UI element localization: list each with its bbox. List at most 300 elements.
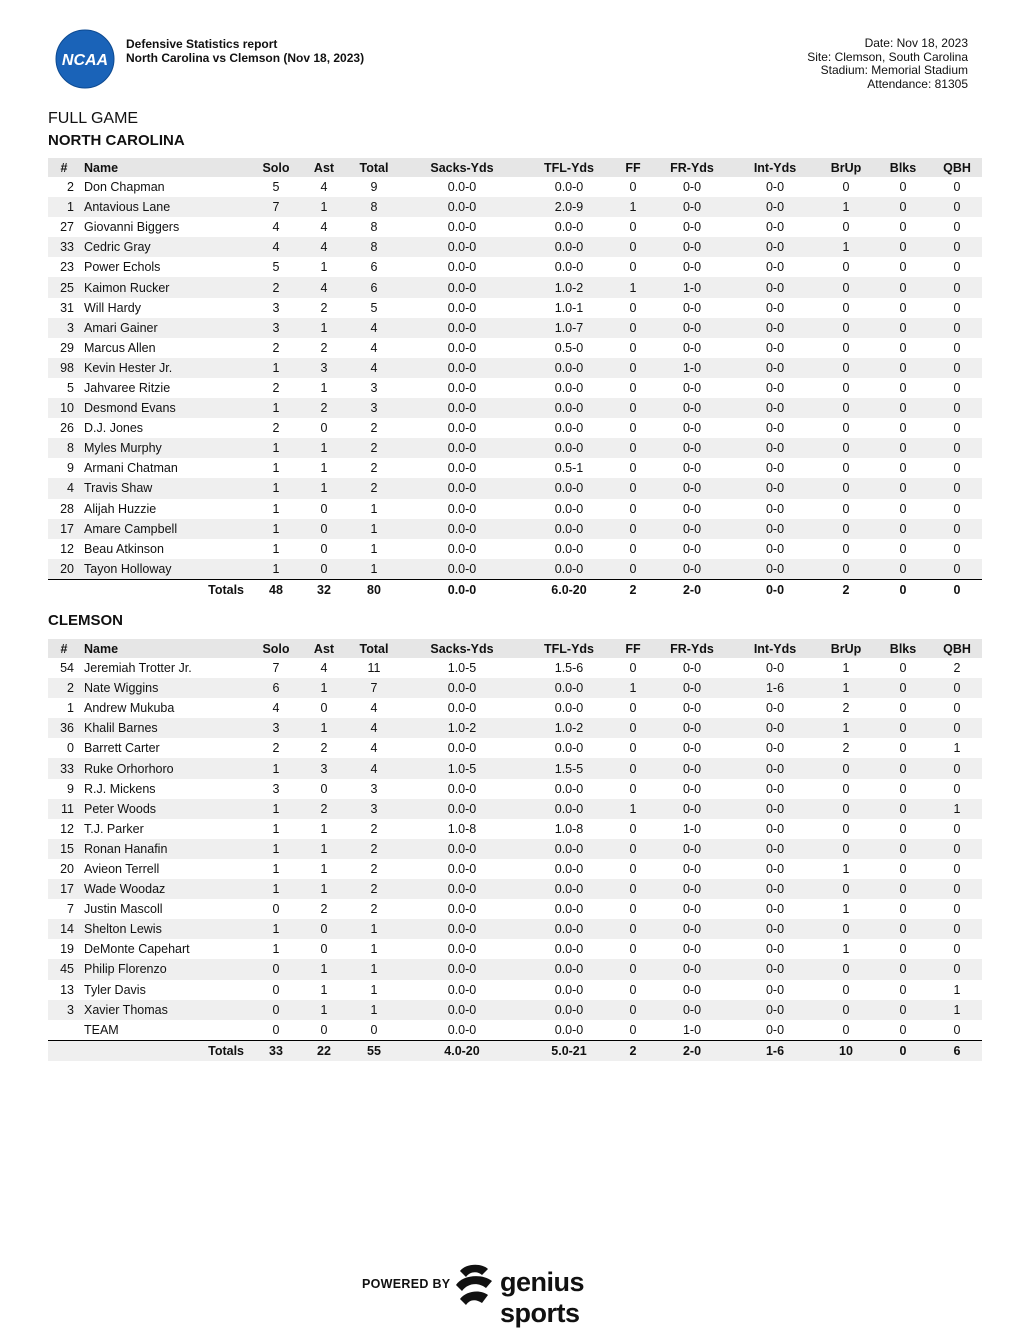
player-name: Xavier Thomas bbox=[80, 1000, 252, 1020]
stat-cell: 0 bbox=[818, 919, 874, 939]
stat-cell: 0.0-0 bbox=[400, 799, 524, 819]
stat-cell: 1-0 bbox=[652, 358, 732, 378]
stat-cell: 1 bbox=[818, 678, 874, 698]
column-header: Total bbox=[348, 639, 400, 658]
total-cell: 2-0 bbox=[652, 579, 732, 600]
stat-cell: 0 bbox=[320, 1022, 328, 1037]
stat-cell: 4 bbox=[300, 237, 348, 257]
player-name: Power Echols bbox=[84, 260, 161, 275]
stat-cell: 0-0 bbox=[682, 220, 702, 235]
stat-cell: 0.0-0 bbox=[400, 678, 524, 698]
total-cell: 32 bbox=[300, 579, 348, 600]
column-header: Ast bbox=[300, 158, 348, 177]
stat-cell: 0 bbox=[932, 678, 982, 698]
stat-cell: 0.0-0 bbox=[524, 839, 614, 859]
stat-cell: 0 bbox=[818, 398, 874, 418]
stat-cell: 1.5-5 bbox=[524, 758, 614, 778]
stat-cell: 0.0-0 bbox=[524, 1000, 614, 1020]
total-cell: 4.0-20 bbox=[400, 1040, 524, 1061]
game-stadium: Stadium: Memorial Stadium bbox=[820, 63, 968, 77]
stat-cell: 0.5-0 bbox=[554, 340, 584, 355]
stat-cell: 1.0-8 bbox=[554, 821, 584, 836]
stat-cell: 0-0 bbox=[652, 398, 732, 418]
stat-cell: 0 bbox=[300, 519, 348, 539]
stat-cell: 1 bbox=[300, 318, 348, 338]
stat-cell: 0-0 bbox=[732, 197, 818, 217]
stat-cell: 1 bbox=[348, 519, 400, 539]
stat-cell: 2 bbox=[320, 741, 328, 756]
stat-cell: 0-0 bbox=[652, 197, 732, 217]
jersey-number: 33 bbox=[48, 237, 80, 257]
player-name: D.J. Jones bbox=[84, 421, 144, 436]
stat-cell: 1 bbox=[252, 839, 300, 859]
player-name: Jeremiah Trotter Jr. bbox=[84, 661, 192, 676]
stat-cell: 8 bbox=[370, 220, 378, 235]
stat-cell: 1 bbox=[252, 879, 300, 899]
stat-cell: 6 bbox=[348, 277, 400, 297]
player-row bbox=[48, 217, 982, 237]
stat-cell: 1.0-7 bbox=[524, 318, 614, 338]
stat-cell: 0-0 bbox=[765, 1022, 785, 1037]
player-name: Khalil Barnes bbox=[80, 718, 252, 738]
stat-cell: 0.0-0 bbox=[447, 220, 477, 235]
player-name: Desmond Evans bbox=[80, 398, 252, 418]
stat-cell: 3 bbox=[300, 358, 348, 378]
stats-table-away bbox=[48, 639, 982, 1061]
stat-cell: 1 bbox=[300, 959, 348, 979]
stat-cell: 0 bbox=[320, 942, 328, 957]
stat-cell: 5 bbox=[272, 180, 280, 195]
stat-cell: 0 bbox=[818, 1000, 874, 1020]
player-name: Justin Mascoll bbox=[84, 902, 163, 917]
stat-cell: 4 bbox=[300, 277, 348, 297]
stat-cell: 3 bbox=[252, 318, 300, 338]
stat-cell: 2 bbox=[842, 701, 850, 716]
stat-cell: 0-0 bbox=[682, 781, 702, 796]
stat-cell: 1 bbox=[320, 380, 328, 395]
stat-cell: 4 bbox=[320, 180, 328, 195]
total-cell: 0 bbox=[874, 1040, 932, 1061]
stat-cell: 1 bbox=[272, 861, 280, 876]
stat-cell: 0-0 bbox=[682, 541, 702, 556]
stat-cell: 0 bbox=[874, 519, 932, 539]
stat-cell: 1 bbox=[842, 902, 850, 917]
player-name: DeMonte Capehart bbox=[84, 942, 190, 957]
stat-cell: 0 bbox=[953, 340, 961, 355]
stat-cell: 0.0-0 bbox=[554, 501, 584, 516]
stat-cell: 0-0 bbox=[682, 741, 702, 756]
header-row bbox=[48, 639, 982, 658]
stat-cell: 4 bbox=[370, 741, 378, 756]
stat-cell: 0-0 bbox=[765, 421, 785, 436]
stat-cell: 1 bbox=[300, 678, 348, 698]
total-cell: 2 bbox=[614, 579, 652, 600]
stat-cell: 4 bbox=[370, 701, 378, 716]
stat-cell: 0.0-0 bbox=[554, 1022, 584, 1037]
stat-cell: 0 bbox=[818, 438, 874, 458]
jersey-number: 26 bbox=[60, 421, 74, 436]
matchup-title: North Carolina vs Clemson (Nov 18, 2023) bbox=[126, 51, 365, 65]
stat-cell: 0 bbox=[953, 260, 961, 275]
stat-cell: 0 bbox=[899, 741, 907, 756]
stat-cell: 0 bbox=[932, 839, 982, 859]
stat-cell: 0.0-0 bbox=[400, 559, 524, 580]
player-name: Avieon Terrell bbox=[84, 861, 160, 876]
report-title: Defensive Statistics report bbox=[126, 37, 278, 51]
logo-text: NCAA bbox=[61, 52, 109, 69]
player-name: Kevin Hester Jr. bbox=[80, 358, 252, 378]
stat-cell: 0-0 bbox=[732, 799, 818, 819]
stat-cell: 0-0 bbox=[652, 839, 732, 859]
stat-cell: 0.0-0 bbox=[524, 478, 614, 498]
stat-cell: 0 bbox=[614, 758, 652, 778]
stat-cell: 1 bbox=[252, 398, 300, 418]
player-name: Antavious Lane bbox=[80, 197, 252, 217]
player-row bbox=[48, 758, 982, 778]
stat-cell: 0 bbox=[899, 380, 907, 395]
player-name: Amare Campbell bbox=[80, 519, 252, 539]
stat-cell: 0.0-0 bbox=[554, 541, 584, 556]
stat-cell: 0-0 bbox=[765, 220, 785, 235]
total-cell: 22 bbox=[300, 1040, 348, 1061]
stat-cell: 0 bbox=[629, 982, 637, 997]
stat-cell: 0 bbox=[818, 959, 874, 979]
stat-cell: 0-0 bbox=[652, 678, 732, 698]
column-header: Name bbox=[80, 158, 252, 177]
player-row bbox=[48, 257, 982, 277]
stat-cell: 0.0-0 bbox=[554, 260, 584, 275]
section-title: FULL GAME bbox=[48, 110, 139, 127]
stat-cell: 0 bbox=[932, 398, 982, 418]
jersey-number: 31 bbox=[60, 300, 74, 315]
player-row bbox=[48, 718, 982, 738]
stat-cell: 1 bbox=[252, 438, 300, 458]
jersey-number: 17 bbox=[48, 519, 80, 539]
stat-cell: 0-0 bbox=[765, 661, 785, 676]
stat-cell: 0 bbox=[842, 541, 850, 556]
stat-cell: 0 bbox=[953, 821, 961, 836]
stat-cell: 0 bbox=[842, 1022, 850, 1037]
stat-cell: 0 bbox=[842, 300, 850, 315]
column-header: Sacks-Yds bbox=[400, 639, 524, 658]
stat-cell: 2 bbox=[272, 421, 280, 436]
stat-cell: 1 bbox=[842, 661, 850, 676]
stat-cell: 1 bbox=[272, 461, 280, 476]
stat-cell: 2 bbox=[320, 300, 328, 315]
stat-cell: 0 bbox=[874, 237, 932, 257]
stat-cell: 0 bbox=[899, 982, 907, 997]
column-header: Blks bbox=[874, 158, 932, 177]
stat-cell: 0.0-0 bbox=[554, 421, 584, 436]
stat-cell: 1.0-1 bbox=[554, 300, 584, 315]
player-name: Amari Gainer bbox=[80, 318, 252, 338]
stat-cell: 0-0 bbox=[682, 180, 702, 195]
stat-cell: 0 bbox=[629, 461, 637, 476]
stat-cell: 0-0 bbox=[732, 879, 818, 899]
stat-cell: 0.0-0 bbox=[447, 781, 477, 796]
player-name: Barrett Carter bbox=[84, 741, 160, 756]
stat-cell: 0 bbox=[320, 701, 328, 716]
stat-cell: 0-0 bbox=[652, 519, 732, 539]
stat-cell: 0 bbox=[629, 781, 637, 796]
stat-cell: 0-0 bbox=[732, 1000, 818, 1020]
column-header: FF bbox=[614, 158, 652, 177]
column-header: Sacks-Yds bbox=[400, 158, 524, 177]
player-name: Will Hardy bbox=[84, 300, 141, 315]
player-name: Jahvaree Ritzie bbox=[84, 380, 171, 395]
player-name: Ronan Hanafin bbox=[80, 839, 252, 859]
stat-cell: 0.0-0 bbox=[400, 519, 524, 539]
stat-cell: 0 bbox=[874, 879, 932, 899]
stat-cell: 0-0 bbox=[652, 879, 732, 899]
stat-cell: 1 bbox=[300, 839, 348, 859]
stat-cell: 0.0-0 bbox=[400, 358, 524, 378]
stat-cell: 0 bbox=[874, 398, 932, 418]
stat-cell: 0 bbox=[932, 519, 982, 539]
stat-cell: 0.0-0 bbox=[554, 220, 584, 235]
brand-name: genius sports bbox=[500, 1267, 585, 1328]
stat-cell: 0-0 bbox=[732, 559, 818, 580]
jersey-number: 33 bbox=[48, 758, 80, 778]
stat-cell: 0 bbox=[629, 902, 637, 917]
stat-cell: 0-0 bbox=[765, 821, 785, 836]
player-row bbox=[48, 939, 982, 959]
stat-cell: 0 bbox=[629, 220, 637, 235]
stat-cell: 1-0 bbox=[682, 1022, 702, 1037]
stat-cell: 0 bbox=[614, 318, 652, 338]
player-name: Tayon Holloway bbox=[80, 559, 252, 580]
jersey-number: 45 bbox=[48, 959, 80, 979]
stat-cell: 0-0 bbox=[652, 318, 732, 338]
player-name: Shelton Lewis bbox=[80, 919, 252, 939]
stat-cell: 1-0 bbox=[682, 821, 702, 836]
stat-cell: 0 bbox=[842, 380, 850, 395]
player-row bbox=[48, 698, 982, 718]
stat-cell: 0.0-0 bbox=[554, 861, 584, 876]
stat-cell: 0 bbox=[614, 1000, 652, 1020]
stat-cell: 0-0 bbox=[652, 1000, 732, 1020]
jersey-number: 20 bbox=[60, 861, 74, 876]
stat-cell: 0-0 bbox=[682, 461, 702, 476]
player-name: Tyler Davis bbox=[84, 982, 146, 997]
stat-cell: 0 bbox=[874, 358, 932, 378]
player-name: Wade Woodaz bbox=[80, 879, 252, 899]
stat-cell: 4 bbox=[348, 758, 400, 778]
stat-cell: 2 bbox=[252, 277, 300, 297]
stat-cell: 0 bbox=[953, 781, 961, 796]
player-row bbox=[48, 378, 982, 398]
stat-cell: 2 bbox=[370, 461, 378, 476]
column-header: QBH bbox=[932, 639, 982, 658]
stat-cell: 1 bbox=[252, 758, 300, 778]
player-row bbox=[48, 438, 982, 458]
stat-cell: 1 bbox=[818, 197, 874, 217]
stat-cell: 0 bbox=[953, 942, 961, 957]
stat-cell: 0-0 bbox=[682, 861, 702, 876]
player-name: TEAM bbox=[84, 1022, 119, 1037]
stat-cell: 0-0 bbox=[765, 701, 785, 716]
stat-cell: 0-0 bbox=[732, 277, 818, 297]
stat-cell: 0-0 bbox=[765, 982, 785, 997]
stat-cell: 1 bbox=[614, 277, 652, 297]
stat-cell: 1 bbox=[370, 982, 378, 997]
stat-cell: 0 bbox=[953, 501, 961, 516]
stat-cell: 4 bbox=[272, 220, 280, 235]
stat-cell: 3 bbox=[370, 781, 378, 796]
jersey-number: 12 bbox=[60, 541, 74, 556]
stat-cell: 0 bbox=[614, 398, 652, 418]
player-row bbox=[48, 277, 982, 297]
stat-cell: 0-0 bbox=[682, 340, 702, 355]
stat-cell: 2.0-9 bbox=[524, 197, 614, 217]
stat-cell: 0 bbox=[953, 300, 961, 315]
jersey-number bbox=[48, 1020, 80, 1041]
jersey-number: 27 bbox=[60, 220, 74, 235]
stat-cell: 0 bbox=[629, 541, 637, 556]
stat-cell: 1 bbox=[252, 919, 300, 939]
jersey-number: 19 bbox=[60, 942, 74, 957]
stat-cell: 8 bbox=[348, 197, 400, 217]
game-info bbox=[807, 37, 968, 91]
total-cell: 0 bbox=[874, 579, 932, 600]
player-name: Don Chapman bbox=[84, 180, 165, 195]
column-header: Name bbox=[80, 639, 252, 658]
player-row bbox=[48, 519, 982, 539]
stat-cell: 0-0 bbox=[652, 438, 732, 458]
stat-cell: 4 bbox=[348, 718, 400, 738]
stat-cell: 2 bbox=[370, 902, 378, 917]
stat-cell: 0 bbox=[899, 701, 907, 716]
jersey-number: 2 bbox=[48, 678, 80, 698]
stat-cell: 0.0-0 bbox=[400, 919, 524, 939]
stat-cell: 0 bbox=[842, 781, 850, 796]
stat-cell: 1 bbox=[300, 197, 348, 217]
stat-cell: 0.0-0 bbox=[400, 318, 524, 338]
player-row bbox=[48, 1020, 982, 1041]
stat-cell: 1 bbox=[272, 942, 280, 957]
stat-cell: 0.0-0 bbox=[524, 919, 614, 939]
stat-cell: 0-0 bbox=[765, 300, 785, 315]
stat-cell: 0 bbox=[953, 421, 961, 436]
stat-cell: 11 bbox=[367, 661, 381, 676]
stat-cell: 0 bbox=[899, 260, 907, 275]
player-row bbox=[48, 298, 982, 318]
stat-cell: 1 bbox=[252, 358, 300, 378]
stat-cell: 0.5-1 bbox=[554, 461, 584, 476]
stat-cell: 1 bbox=[842, 942, 850, 957]
player-name: T.J. Parker bbox=[84, 821, 144, 836]
stat-cell: 5 bbox=[370, 300, 378, 315]
jersey-number: 54 bbox=[60, 661, 74, 676]
stat-cell: 1 bbox=[614, 678, 652, 698]
column-header: BrUp bbox=[818, 639, 874, 658]
stat-cell: 0.0-0 bbox=[400, 277, 524, 297]
player-name: Giovanni Biggers bbox=[84, 220, 180, 235]
stat-cell: 0 bbox=[899, 421, 907, 436]
stat-cell: 0-0 bbox=[652, 718, 732, 738]
stat-cell: 0.0-0 bbox=[400, 478, 524, 498]
total-cell: 2-0 bbox=[652, 1040, 732, 1061]
stat-cell: 0-0 bbox=[765, 902, 785, 917]
stat-cell: 0 bbox=[842, 220, 850, 235]
stat-cell: 0.0-0 bbox=[447, 260, 477, 275]
stat-cell: 0.0-0 bbox=[447, 701, 477, 716]
column-header: Solo bbox=[252, 158, 300, 177]
stat-cell: 0 bbox=[874, 758, 932, 778]
stat-cell: 0.0-0 bbox=[524, 879, 614, 899]
player-row bbox=[48, 559, 982, 580]
stat-cell: 0 bbox=[932, 358, 982, 378]
stat-cell: 0.0-0 bbox=[554, 701, 584, 716]
total-cell: 6 bbox=[932, 1040, 982, 1061]
stat-cell: 0 bbox=[899, 501, 907, 516]
stat-cell: 0.0-0 bbox=[447, 421, 477, 436]
stat-cell: 0 bbox=[272, 902, 280, 917]
total-cell: 48 bbox=[252, 579, 300, 600]
total-cell: 0 bbox=[932, 579, 982, 600]
totals-label: Totals bbox=[48, 1040, 252, 1061]
player-name: Kaimon Rucker bbox=[80, 277, 252, 297]
stat-cell: 0.0-0 bbox=[524, 799, 614, 819]
total-cell: 5.0-21 bbox=[524, 1040, 614, 1061]
stat-cell: 0.0-0 bbox=[524, 438, 614, 458]
stat-cell: 1 bbox=[300, 1000, 348, 1020]
stat-cell: 8 bbox=[348, 237, 400, 257]
stat-cell: 7 bbox=[348, 678, 400, 698]
column-header: Int-Yds bbox=[732, 639, 818, 658]
stat-cell: 0-0 bbox=[732, 237, 818, 257]
stat-cell: 0 bbox=[320, 781, 328, 796]
stat-cell: 2 bbox=[370, 821, 378, 836]
jersey-number: 17 bbox=[48, 879, 80, 899]
total-cell: 2 bbox=[818, 579, 874, 600]
stat-cell: 3 bbox=[272, 781, 280, 796]
jersey-number: 5 bbox=[67, 380, 74, 395]
stat-cell: 0.0-0 bbox=[524, 398, 614, 418]
stat-cell: 0-0 bbox=[652, 237, 732, 257]
stat-cell: 0 bbox=[932, 277, 982, 297]
stat-cell: 0-0 bbox=[732, 919, 818, 939]
stat-cell: 0.0-0 bbox=[554, 741, 584, 756]
stat-cell: 1 bbox=[370, 501, 378, 516]
stat-cell: 0 bbox=[932, 758, 982, 778]
player-row bbox=[48, 539, 982, 559]
player-row bbox=[48, 418, 982, 438]
player-row bbox=[48, 839, 982, 859]
stat-cell: 0-0 bbox=[732, 438, 818, 458]
stat-cell: 0-0 bbox=[732, 358, 818, 378]
stat-cell: 0.0-0 bbox=[524, 678, 614, 698]
stat-cell: 0 bbox=[953, 1022, 961, 1037]
total-cell: 80 bbox=[348, 579, 400, 600]
jersey-number: 15 bbox=[48, 839, 80, 859]
player-row bbox=[48, 899, 982, 919]
stat-cell: 0-0 bbox=[765, 942, 785, 957]
stat-cell: 0-0 bbox=[652, 478, 732, 498]
team-title-away: CLEMSON bbox=[48, 612, 123, 629]
stat-cell: 0-0 bbox=[682, 421, 702, 436]
player-row bbox=[48, 959, 982, 979]
stat-cell: 0 bbox=[899, 902, 907, 917]
jersey-number: 25 bbox=[48, 277, 80, 297]
stat-cell: 0 bbox=[629, 421, 637, 436]
stat-cell: 0 bbox=[874, 277, 932, 297]
player-name: Philip Florenzo bbox=[80, 959, 252, 979]
jersey-number: 29 bbox=[60, 340, 74, 355]
stat-cell: 0.0-0 bbox=[447, 541, 477, 556]
stat-cell: 0 bbox=[899, 541, 907, 556]
stat-cell: 0 bbox=[874, 799, 932, 819]
